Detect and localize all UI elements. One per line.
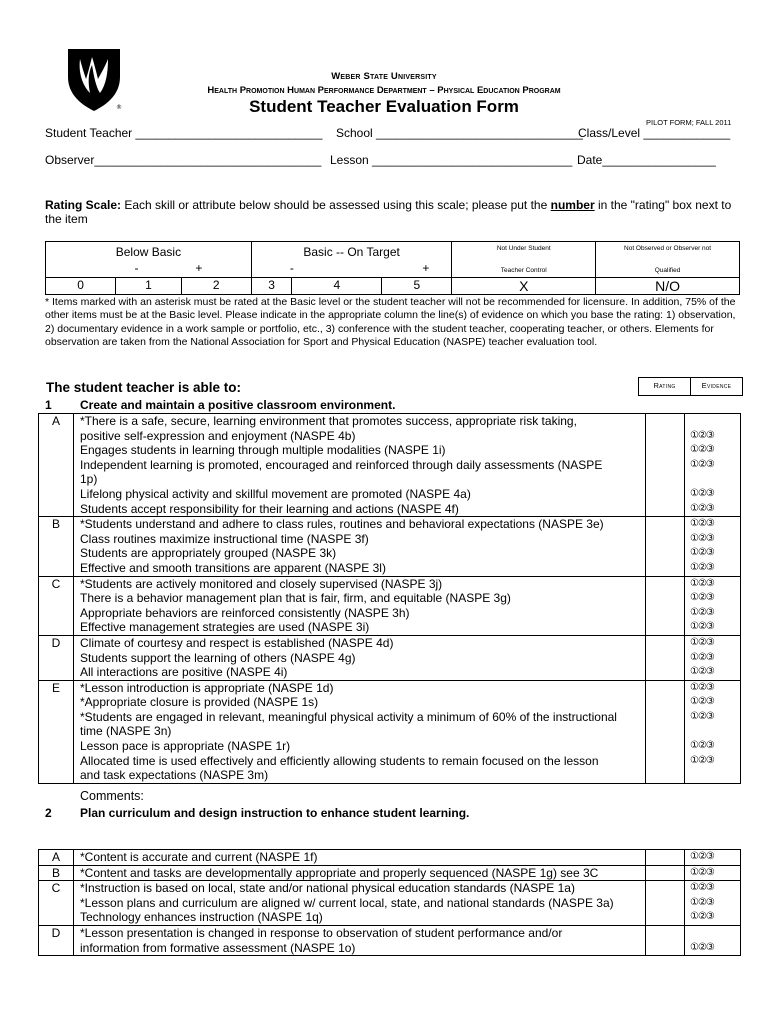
item-group-letter: A: [39, 414, 74, 517]
evidence-circles[interactable]: ①②③: [690, 429, 714, 441]
evidence-options-cell[interactable]: [685, 925, 741, 955]
item-line: Allocated time is used effectively and efficiently allowing students to remain focused on the lesson: [80, 753, 599, 768]
item-line: *Appropriate closure is provided (NASPE 1s): [80, 695, 319, 710]
item-group-letter: A: [39, 850, 74, 866]
item-group-row: [39, 517, 741, 576]
university-name: Weber State University: [331, 71, 437, 82]
item-line: *Students are actively monitored and closely supervised (NASPE 3j): [80, 576, 443, 591]
section-1-title: Create and maintain a positive classroom environment.: [80, 398, 396, 412]
evidence-circles[interactable]: [690, 414, 740, 429]
evidence-options-cell[interactable]: [685, 576, 741, 635]
rating-input-cell[interactable]: [646, 576, 685, 635]
basic-plus: +: [422, 261, 430, 275]
class-level-field[interactable]: Class/Level _____________: [578, 126, 731, 140]
item-line: Class routines maximize instructional time (NASPE 3f): [80, 531, 369, 546]
item-group-row: [39, 576, 741, 635]
evidence-options-cell[interactable]: [685, 881, 741, 926]
item-group-row: [39, 850, 741, 866]
item-line: *Lesson introduction is appropriate (NASPE 1d): [80, 680, 334, 695]
observer-field[interactable]: Observer__________________________________: [45, 153, 322, 167]
rating-scale-label: Rating Scale:: [45, 198, 122, 212]
below-basic-label: Below Basic: [115, 245, 182, 259]
evidence-options-cell[interactable]: [685, 850, 741, 866]
item-line: *Instruction is based on local, state and/or national physical education standards (NASPE 1a): [80, 881, 575, 896]
rating-scale-instructions: [45, 198, 735, 226]
item-line: information from formative assessment (NASPE 1o): [80, 940, 356, 955]
comments-label: Comments:: [80, 789, 144, 803]
student-teacher-field[interactable]: Student Teacher ____________________________: [45, 126, 323, 140]
item-group-text: [74, 881, 646, 926]
rating-input-cell[interactable]: [646, 635, 685, 680]
scale-basic-on-target: [251, 242, 452, 278]
pilot-note: PILOT FORM; FALL 2011: [646, 118, 732, 127]
evidence-circles[interactable]: ①②③: [690, 606, 714, 618]
licensure-note: * Items marked with an asterisk must be rated at the Basic level or the student teacher will not be recommended for licensure. In addition, 75% of the other items must be at the Basic level. Please indicate in the appropriate column the line(s) of evidence on which you base the rating: 1) observation, 2) documentary evidence in a work sample or portfolio, etc., 3) conference with the student teacher, cooperating teacher, or others. Elements for observation are taken from the National Association for Sport and Physical Education (NASPE) teacher evaluation tool.: [45, 296, 736, 349]
not-observed-label-1: Not Observed or Observer not: [624, 245, 712, 252]
evidence-circles[interactable]: ①②③: [690, 621, 714, 633]
evidence-circles[interactable]: ①②③: [690, 941, 714, 953]
item-line: *Content and tasks are developmentally appropriate and properly sequenced (NASPE 1g) see 3C: [80, 865, 599, 880]
not-under-label-1: Not Under Student: [496, 245, 551, 252]
rating-input-cell[interactable]: [646, 680, 685, 783]
item-line: There is a behavior management plan that is fair, firm, and equitable (NASPE 3g): [80, 591, 511, 606]
item-line: Engages students in learning through multiple modalities (NASPE 1i): [80, 443, 446, 458]
section-1-table: [38, 413, 741, 784]
scale-value-no: N/O: [596, 278, 740, 295]
rating-scale-text-2: in the "rating" box next to the item: [45, 198, 732, 226]
item-group-row: [39, 635, 741, 680]
item-group-row: [39, 414, 741, 517]
below-basic-minus: -: [134, 261, 139, 275]
item-group-letter: C: [39, 576, 74, 635]
rating-input-cell[interactable]: [646, 865, 685, 881]
item-line: *Students understand and adhere to class rules, routines and behavioral expectations (NASPE 3e): [80, 517, 604, 532]
section-2-title: Plan curriculum and design instruction to enhance student learning.: [80, 806, 470, 820]
not-under-label-2: Teacher Control: [500, 267, 547, 274]
evidence-circles[interactable]: ①②③: [690, 911, 714, 923]
section-2-number: 2: [45, 806, 52, 820]
item-group-letter: B: [39, 865, 74, 881]
evidence-circles[interactable]: ①②③: [690, 866, 714, 878]
evidence-circles[interactable]: ①②③: [690, 696, 714, 708]
item-line: *Content is accurate and current (NASPE 1f): [80, 850, 318, 864]
evidence-circles[interactable]: [690, 472, 740, 487]
item-group-text: [74, 576, 646, 635]
evidence-circles[interactable]: ①②③: [690, 681, 714, 693]
scale-value-0: 0: [46, 278, 116, 295]
evidence-options-cell[interactable]: [685, 680, 741, 783]
item-line: Climate of courtesy and respect is established (NASPE 4d): [80, 635, 394, 650]
item-line: Lifelong physical activity and skillful movement are promoted (NASPE 4a): [80, 486, 471, 501]
basic-on-target-label: Basic -- On Target: [303, 245, 400, 259]
item-group-text: [74, 680, 646, 783]
item-line: Students accept responsibility for their learning and actions (NASPE 4f): [80, 501, 459, 516]
scale-value-2: 2: [181, 278, 251, 295]
svg-text:®: ®: [116, 104, 122, 111]
scale-not-observed: [596, 242, 740, 278]
item-line: time (NASPE 3n): [80, 724, 172, 739]
basic-minus: -: [289, 261, 294, 275]
scale-below-basic: [46, 242, 252, 278]
item-line: Effective management strategies are used (NASPE 3i): [80, 620, 370, 635]
item-line: All interactions are positive (NASPE 4i): [80, 665, 288, 680]
evidence-options-cell[interactable]: [685, 635, 741, 680]
rating-column-header: Rating: [639, 378, 691, 395]
rating-evidence-header: [638, 377, 743, 396]
item-line: and task expectations (NASPE 3m): [80, 768, 269, 783]
evidence-circles[interactable]: ①②③: [690, 444, 714, 456]
evidence-circles[interactable]: ①②③: [690, 754, 714, 766]
department-name: Health Promotion Human Performance Department – Physical Education Program: [207, 85, 561, 96]
evidence-circles[interactable]: ①②③: [690, 561, 714, 573]
item-group-text: [74, 517, 646, 576]
scale-value-5: 5: [382, 278, 452, 295]
rating-input-cell[interactable]: [646, 414, 685, 517]
item-group-row: [39, 680, 741, 783]
lesson-field[interactable]: Lesson ______________________________: [330, 153, 573, 167]
evidence-options-cell[interactable]: [685, 865, 741, 881]
section-2-table: [38, 849, 741, 956]
scale-value-3: 3: [251, 278, 292, 295]
item-group-letter: B: [39, 517, 74, 576]
evidence-options-cell[interactable]: [685, 414, 741, 517]
scale-not-under-control: [452, 242, 596, 278]
form-title: Student Teacher Evaluation Form: [249, 97, 519, 116]
item-line: Appropriate behaviors are reinforced consistently (NASPE 3h): [80, 605, 410, 620]
item-line: Lesson pace is appropriate (NASPE 1r): [80, 739, 291, 754]
evidence-circles[interactable]: ①②③: [690, 518, 714, 530]
item-line: 1p): [80, 472, 98, 487]
item-group-text: [74, 925, 646, 955]
item-line: Students are appropriately grouped (NASPE 3k): [80, 546, 337, 561]
rating-input-cell[interactable]: [646, 881, 685, 926]
scale-value-1: 1: [116, 278, 181, 295]
evidence-circles[interactable]: [690, 926, 740, 941]
item-group-row: [39, 865, 741, 881]
item-line: Students support the learning of others (NASPE 4g): [80, 650, 356, 665]
item-group-letter: D: [39, 635, 74, 680]
evidence-options-cell[interactable]: [685, 517, 741, 576]
school-field[interactable]: School _______________________________: [336, 126, 583, 140]
evidence-circles[interactable]: ①②③: [690, 740, 714, 752]
evidence-circles[interactable]: ①②③: [690, 487, 714, 499]
evidence-circles[interactable]: ①②③: [690, 502, 714, 514]
section-1-number: 1: [45, 398, 52, 412]
item-line: Effective and smooth transitions are apparent (NASPE 3l): [80, 560, 386, 575]
below-basic-plus: +: [195, 261, 203, 275]
item-line: positive self-expression and enjoyment (NASPE 4b): [80, 428, 356, 443]
item-group-letter: E: [39, 680, 74, 783]
item-group-text: [74, 635, 646, 680]
item-line: *Students are engaged in relevant, meaningful physical activity a minimum of 60% of the instructional: [80, 709, 617, 724]
evidence-circles[interactable]: ①②③: [690, 636, 714, 648]
evidence-circles[interactable]: ①②③: [690, 666, 714, 678]
evidence-circles[interactable]: ①②③: [690, 851, 714, 862]
rating-scale-table: [45, 241, 740, 295]
rating-input-cell[interactable]: [646, 850, 685, 866]
rating-scale-text-1: Each skill or attribute below should be assessed using this scale; please put the: [121, 198, 551, 212]
evidence-circles[interactable]: ①②③: [690, 896, 714, 908]
evidence-circles[interactable]: ①②③: [690, 882, 714, 894]
evidence-circles[interactable]: [690, 724, 740, 739]
evidence-circles[interactable]: ①②③: [690, 651, 714, 663]
item-group-letter: C: [39, 881, 74, 926]
item-line: *Lesson plans and curriculum are aligned w/ current local, state, and national standards (NASPE 3a): [80, 895, 614, 910]
evidence-circles[interactable]: ①②③: [690, 710, 714, 722]
rating-input-cell[interactable]: [646, 925, 685, 955]
able-heading: The student teacher is able to:: [46, 380, 242, 395]
item-group-letter: D: [39, 925, 74, 955]
item-line: *There is a safe, secure, learning environment that promotes success, appropriate risk taking,: [80, 414, 577, 428]
evidence-circles[interactable]: ①②③: [690, 458, 714, 470]
evidence-circles[interactable]: [690, 768, 740, 783]
item-group-text: [74, 865, 646, 881]
evidence-circles[interactable]: ①②③: [690, 577, 714, 589]
item-line: Independent learning is promoted, encouraged and reinforced through daily assessments (NASPE: [80, 457, 603, 472]
item-group-row: [39, 925, 741, 955]
item-group-row: [39, 881, 741, 926]
item-group-text: [74, 850, 646, 866]
evidence-circles[interactable]: ①②③: [690, 532, 714, 544]
item-line: *Lesson presentation is changed in response to observation of student performance and/or: [80, 925, 563, 940]
item-group-text: [74, 414, 646, 517]
item-line: Technology enhances instruction (NASPE 1q): [80, 910, 323, 925]
evidence-circles[interactable]: ①②③: [690, 547, 714, 559]
evidence-circles[interactable]: ①②③: [690, 592, 714, 604]
scale-value-4: 4: [292, 278, 382, 295]
not-observed-label-2: Qualified: [654, 267, 681, 274]
evidence-column-header: Evidence: [701, 381, 732, 390]
rating-scale-emphasis: number: [550, 198, 595, 212]
date-field[interactable]: Date_________________: [577, 153, 716, 167]
rating-input-cell[interactable]: [646, 517, 685, 576]
scale-value-x: X: [452, 278, 596, 295]
